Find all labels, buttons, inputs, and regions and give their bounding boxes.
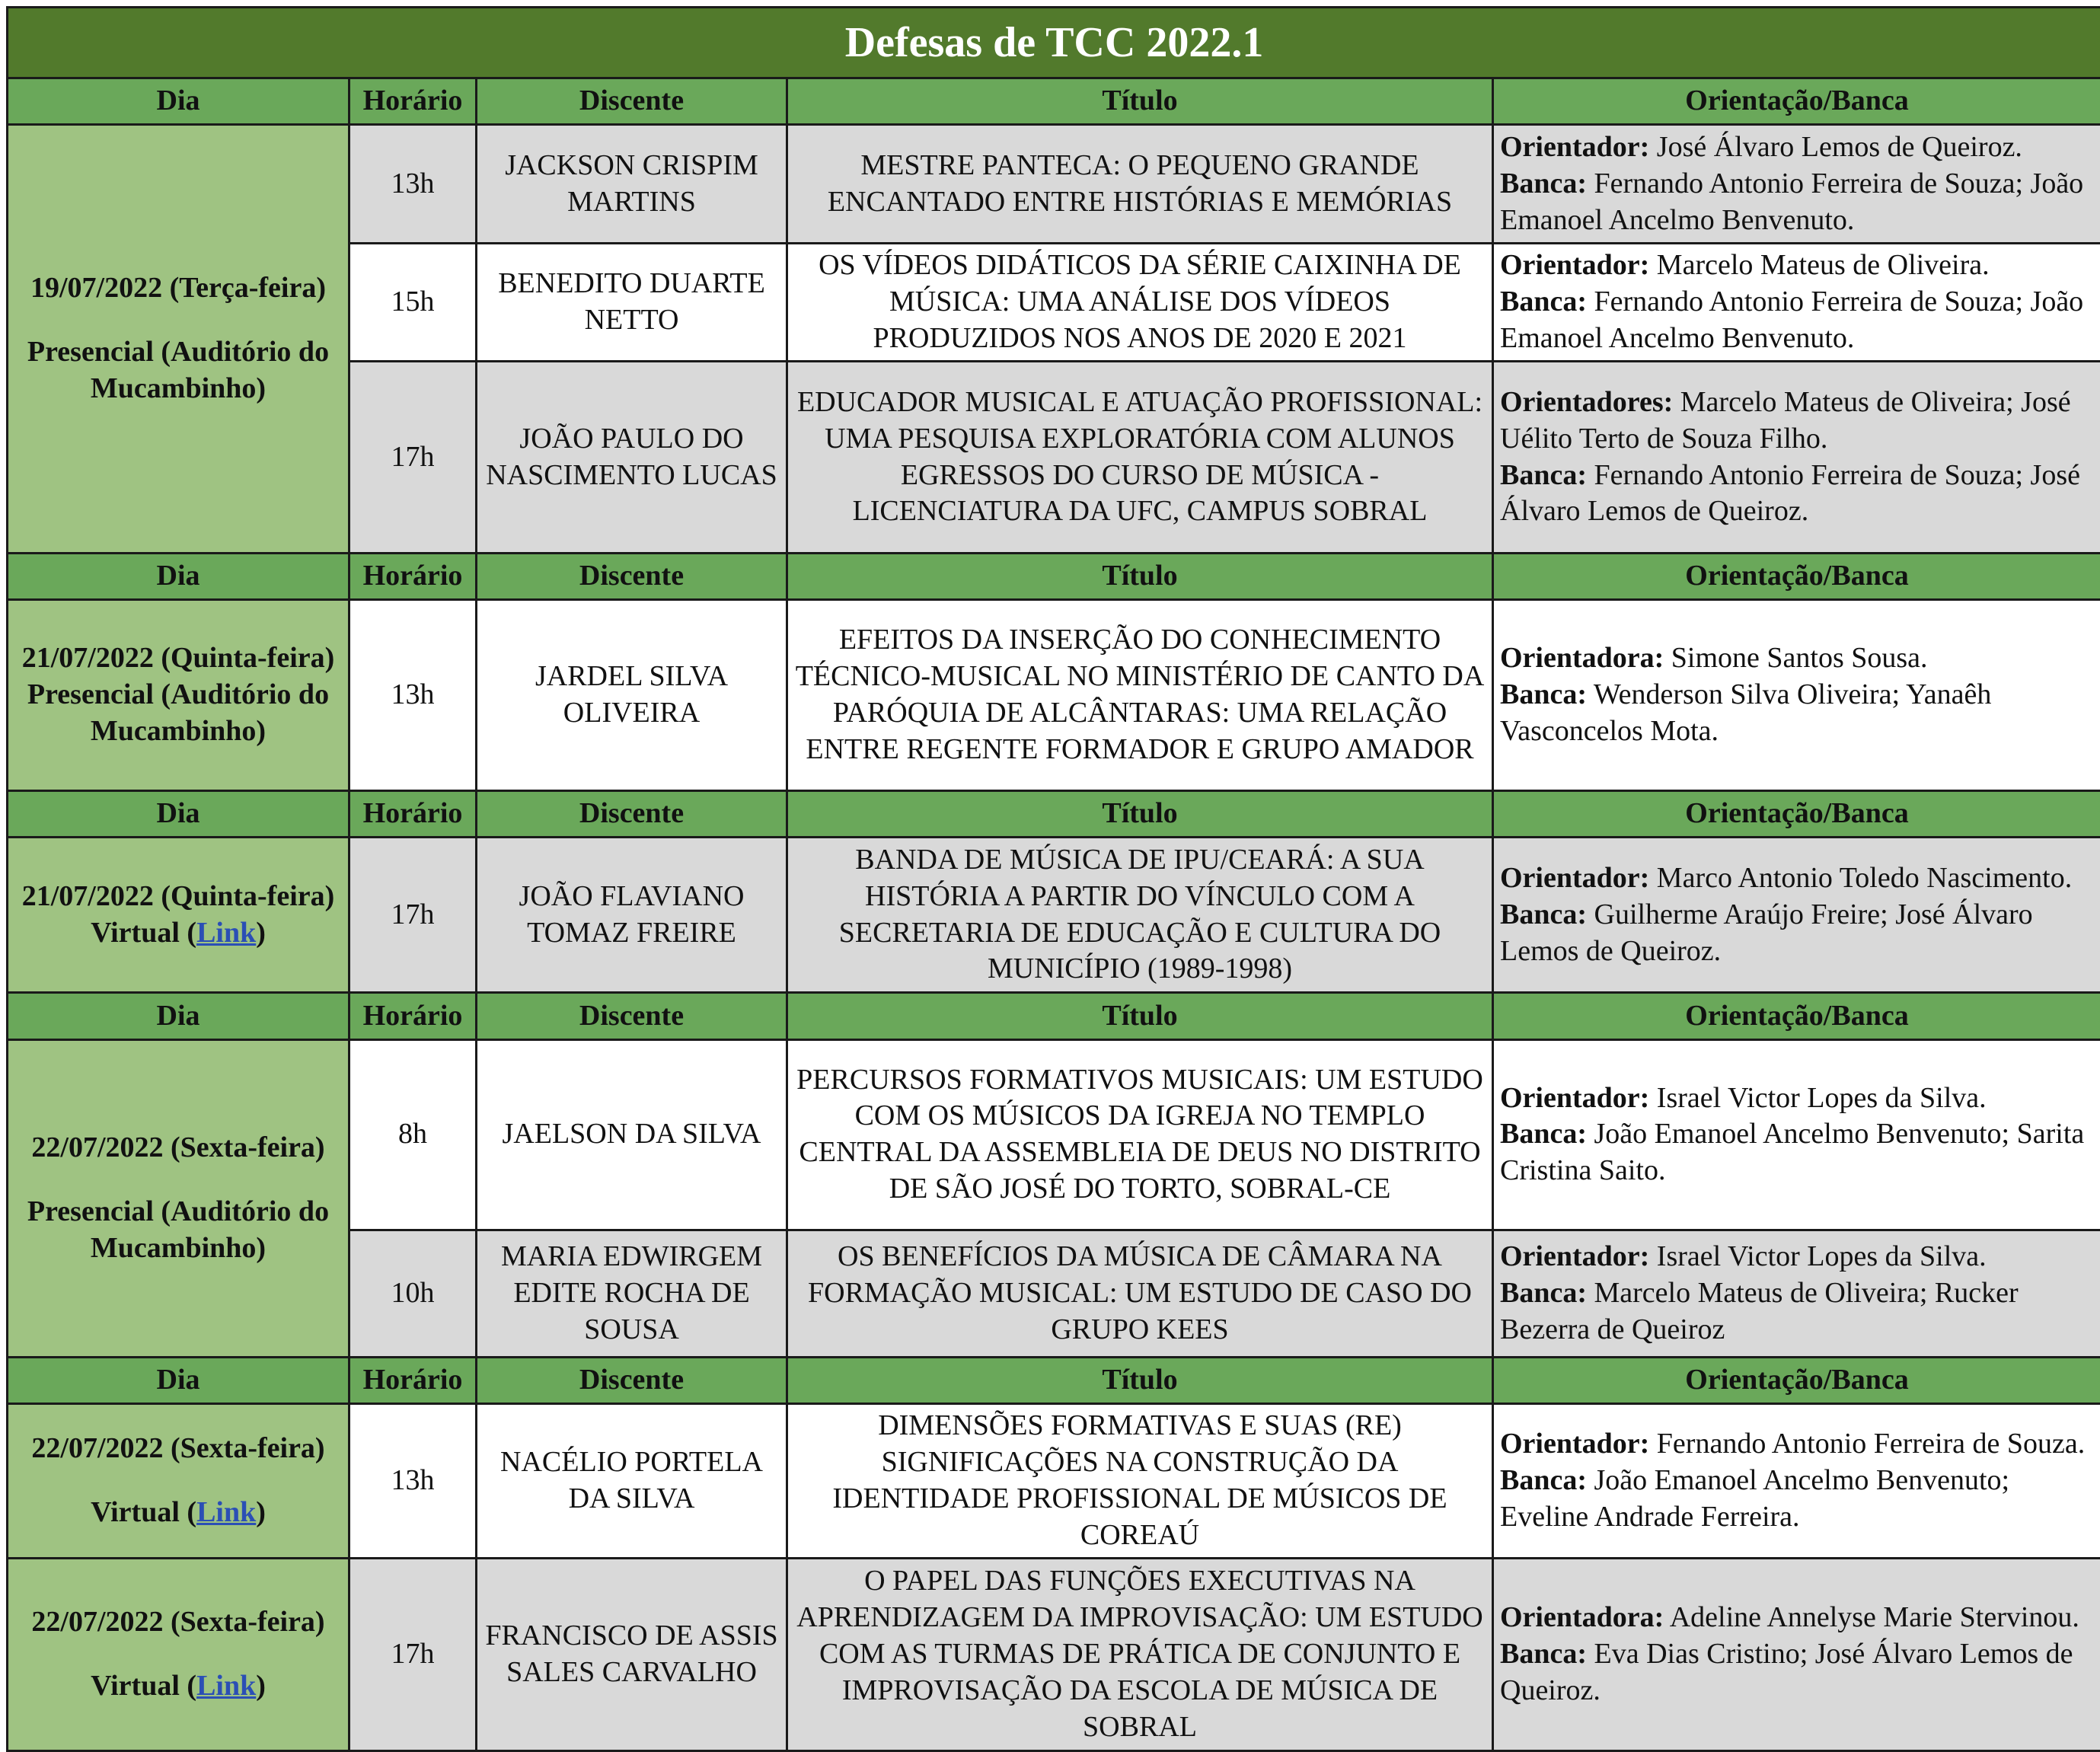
day-cell: 22/07/2022 (Sexta-feira) Virtual (Link) <box>8 1559 349 1751</box>
student-cell: JOÃO FLAVIANO TOMAZ FREIRE <box>477 837 787 993</box>
meeting-link[interactable]: Link <box>196 916 257 949</box>
table-row <box>8 1559 2100 1751</box>
header-discente: Discente <box>477 790 787 837</box>
advisor-names: Marco Antonio Toledo Nascimento. <box>1656 861 2073 894</box>
advisor-names: Fernando Antonio Ferreira de Souza. <box>1656 1428 2086 1460</box>
advisor-names: Israel Victor Lopes da Silva. <box>1656 1081 1987 1114</box>
advisor-names: Adeline Annelyse Marie Stervinou. <box>1669 1601 2079 1634</box>
board-label: Banca: <box>1500 167 1587 199</box>
advisor-label: Orientador: <box>1500 861 1650 894</box>
time-cell: 17h <box>349 362 477 554</box>
table-row <box>8 1403 2100 1559</box>
board-names: João Emanoel Ancelmo Benvenuto; Sarita Cristina Saito. <box>1500 1118 2085 1187</box>
header-row <box>8 993 2100 1039</box>
board-label: Banca: <box>1500 1276 1587 1309</box>
time-cell: 17h <box>349 837 477 993</box>
header-dia: Dia <box>8 993 349 1039</box>
header-titulo: Título <box>787 553 1493 599</box>
header-titulo: Título <box>787 790 1493 837</box>
day-mode: Presencial (Auditório do Mucambinho) <box>27 336 330 405</box>
time-cell: 13h <box>349 125 477 243</box>
board-label: Banca: <box>1500 458 1587 491</box>
header-horario: Horário <box>349 1357 477 1403</box>
student-cell: JACKSON CRISPIM MARTINS <box>477 125 787 243</box>
header-horario: Horário <box>349 790 477 837</box>
header-orientacao: Orientação/Banca <box>1493 553 2100 599</box>
advisor-label: Orientadora: <box>1500 642 1664 675</box>
day-mode: Virtual <box>91 1670 180 1703</box>
header-discente: Discente <box>477 1357 787 1403</box>
header-row <box>8 1357 2100 1403</box>
advisor-names: Marcelo Mateus de Oliveira; José Uélito Terto de Souza Filho. <box>1500 385 2071 455</box>
day-cell <box>8 125 349 553</box>
header-discente: Discente <box>477 553 787 599</box>
student-cell: MARIA EDWIRGEM EDITE ROCHA DE SOUSA <box>477 1230 787 1357</box>
board-names: João Emanoel Ancelmo Benvenuto; Eveline Andrade Ferreira. <box>1500 1464 2010 1533</box>
day-cell <box>8 1039 349 1357</box>
header-titulo: Título <box>787 78 1493 125</box>
header-horario: Horário <box>349 993 477 1039</box>
day-date: 21/07/2022 (Quinta-feira) Presencial (Auditório do Mucambinho) <box>21 642 335 747</box>
day-mode: Virtual <box>91 916 180 949</box>
student-cell: FRANCISCO DE ASSIS SALES CARVALHO <box>477 1559 787 1751</box>
table-row <box>8 837 2100 993</box>
time-cell: 13h <box>349 1403 477 1559</box>
day-date: 22/07/2022 (Sexta-feira) <box>31 1606 325 1639</box>
day-cell: 21/07/2022 (Quinta-feira) Virtual (Link) <box>8 837 349 993</box>
board-names: Eva Dias Cristino; José Álvaro Lemos de Queiroz. <box>1500 1638 2073 1707</box>
advisor-board-cell <box>1493 243 2100 361</box>
meeting-link[interactable]: Link <box>196 1496 257 1529</box>
board-label: Banca: <box>1500 1638 1587 1671</box>
defesas-table <box>6 6 2100 1752</box>
board-names: Fernando Antonio Ferreira de Souza; João Emanoel Ancelmo Benvenuto. <box>1500 167 2084 236</box>
title-row <box>8 8 2100 78</box>
day-date: 19/07/2022 (Terça-feira) <box>30 272 326 305</box>
header-orientacao: Orientação/Banca <box>1493 790 2100 837</box>
header-titulo: Título <box>787 993 1493 1039</box>
board-label: Banca: <box>1500 286 1587 318</box>
advisor-label: Orientador: <box>1500 1240 1650 1273</box>
time-cell: 10h <box>349 1230 477 1357</box>
board-label: Banca: <box>1500 1464 1587 1497</box>
advisor-label: Orientador: <box>1500 130 1650 163</box>
header-discente: Discente <box>477 993 787 1039</box>
header-dia: Dia <box>8 1357 349 1403</box>
board-names: Guilherme Araújo Freire; José Álvaro Lemos de Queiroz. <box>1500 898 2033 967</box>
day-cell: 22/07/2022 (Sexta-feira) Virtual (Link) <box>8 1403 349 1559</box>
board-names: Fernando Antonio Ferreira de Souza; José Álvaro Lemos de Queiroz. <box>1500 458 2080 528</box>
day-date: 22/07/2022 (Sexta-feira) <box>31 1432 325 1465</box>
table-row <box>8 125 2100 243</box>
board-names: Wenderson Silva Oliveira; Yanaêh Vasconcelos Mota. <box>1500 678 1992 747</box>
student-cell: JAELSON DA SILVA <box>477 1039 787 1230</box>
day-cell <box>8 600 349 791</box>
header-dia: Dia <box>8 78 349 125</box>
advisor-label: Orientador: <box>1500 1081 1650 1114</box>
advisor-board-cell <box>1493 362 2100 554</box>
header-dia: Dia <box>8 553 349 599</box>
advisor-board-cell <box>1493 125 2100 243</box>
thesis-title-cell: MESTRE PANTECA: O PEQUENO GRANDE ENCANTADO ENTRE HISTÓRIAS E MEMÓRIAS <box>787 125 1493 243</box>
board-names: Fernando Antonio Ferreira de Souza; João Emanoel Ancelmo Benvenuto. <box>1500 286 2084 354</box>
thesis-title-cell: OS BENEFÍCIOS DA MÚSICA DE CÂMARA NA FORMAÇÃO MUSICAL: UM ESTUDO DE CASO DO GRUPO KEES <box>787 1230 1493 1357</box>
header-orientacao: Orientação/Banca <box>1493 78 2100 125</box>
advisor-board-cell <box>1493 1039 2100 1230</box>
advisor-board-cell <box>1493 600 2100 791</box>
student-cell: BENEDITO DUARTE NETTO <box>477 243 787 361</box>
header-row <box>8 78 2100 125</box>
advisor-names: Israel Victor Lopes da Silva. <box>1656 1240 1987 1273</box>
advisor-label: Orientadores: <box>1500 385 1674 418</box>
table-row <box>8 600 2100 791</box>
board-label: Banca: <box>1500 678 1587 710</box>
header-row <box>8 790 2100 837</box>
header-orientacao: Orientação/Banca <box>1493 993 2100 1039</box>
header-orientacao: Orientação/Banca <box>1493 1357 2100 1403</box>
board-label: Banca: <box>1500 1118 1587 1150</box>
student-cell: NACÉLIO PORTELA DA SILVA <box>477 1403 787 1559</box>
thesis-title-cell: O PAPEL DAS FUNÇÕES EXECUTIVAS NA APRENDIZAGEM DA IMPROVISAÇÃO: UM ESTUDO COM AS TURMAS DE PRÁTICA DE CONJUNTO E IMPROVISAÇÃO DA ESCOLA DE MÚSICA DE SOBRAL <box>787 1559 1493 1751</box>
meeting-link[interactable]: Link <box>196 1670 257 1703</box>
time-cell: 8h <box>349 1039 477 1230</box>
time-cell: 13h <box>349 600 477 791</box>
header-dia: Dia <box>8 790 349 837</box>
header-horario: Horário <box>349 78 477 125</box>
advisor-names: José Álvaro Lemos de Queiroz. <box>1656 130 2022 163</box>
advisor-board-cell <box>1493 1230 2100 1357</box>
advisor-names: Simone Santos Sousa. <box>1671 642 1928 675</box>
advisor-board-cell <box>1493 1559 2100 1751</box>
table-row <box>8 1039 2100 1230</box>
advisor-label: Orientador: <box>1500 1428 1650 1460</box>
board-label: Banca: <box>1500 898 1587 930</box>
day-mode: Virtual <box>91 1496 180 1529</box>
advisor-names: Marcelo Mateus de Oliveira. <box>1656 249 1990 282</box>
advisor-board-cell <box>1493 1403 2100 1559</box>
header-discente: Discente <box>477 78 787 125</box>
page-title: Defesas de TCC 2022.1 <box>8 8 2100 78</box>
day-date: 22/07/2022 (Sexta-feira) <box>31 1131 325 1163</box>
board-names: Marcelo Mateus de Oliveira; Rucker Bezerra de Queiroz <box>1500 1276 2019 1345</box>
time-cell: 17h <box>349 1559 477 1751</box>
thesis-title-cell: EFEITOS DA INSERÇÃO DO CONHECIMENTO TÉCNICO-MUSICAL NO MINISTÉRIO DE CANTO DA PARÓQUIA DE ALCÂNTARAS: UMA RELAÇÃO ENTRE REGENTE FORMADOR E GRUPO AMADOR <box>787 600 1493 791</box>
header-horario: Horário <box>349 553 477 599</box>
thesis-title-cell: EDUCADOR MUSICAL E ATUAÇÃO PROFISSIONAL: UMA PESQUISA EXPLORATÓRIA COM ALUNOS EGRESSOS DO CURSO DE MÚSICA - LICENCIATURA DA UFC, CAMPUS SOBRAL <box>787 362 1493 554</box>
advisor-label: Orientadora: <box>1500 1601 1664 1634</box>
student-cell: JARDEL SILVA OLIVEIRA <box>477 600 787 791</box>
thesis-title-cell: DIMENSÕES FORMATIVAS E SUAS (RE) SIGNIFICAÇÕES NA CONSTRUÇÃO DA IDENTIDADE PROFISSIONAL DE MÚSICOS DE COREAÚ <box>787 1403 1493 1559</box>
day-mode: Presencial (Auditório do Mucambinho) <box>27 1195 330 1264</box>
day-date: 21/07/2022 (Quinta-feira) <box>21 879 335 912</box>
thesis-title-cell: PERCURSOS FORMATIVOS MUSICAIS: UM ESTUDO COM OS MÚSICOS DA IGREJA NO TEMPLO CENTRAL DA ASSEMBLEIA DE DEUS NO DISTRITO DE SÃO JOSÉ DO TORTO, SOBRAL-CE <box>787 1039 1493 1230</box>
header-row <box>8 553 2100 599</box>
advisor-board-cell <box>1493 837 2100 993</box>
header-titulo: Título <box>787 1357 1493 1403</box>
student-cell: JOÃO PAULO DO NASCIMENTO LUCAS <box>477 362 787 554</box>
thesis-title-cell: OS VÍDEOS DIDÁTICOS DA SÉRIE CAIXINHA DE MÚSICA: UMA ANÁLISE DOS VÍDEOS PRODUZIDOS NOS ANOS DE 2020 E 2021 <box>787 243 1493 361</box>
time-cell: 15h <box>349 243 477 361</box>
advisor-label: Orientador: <box>1500 249 1650 282</box>
thesis-title-cell: BANDA DE MÚSICA DE IPU/CEARÁ: A SUA HISTÓRIA A PARTIR DO VÍNCULO COM A SECRETARIA DE EDUCAÇÃO E CULTURA DO MUNICÍPIO (1989-1998) <box>787 837 1493 993</box>
